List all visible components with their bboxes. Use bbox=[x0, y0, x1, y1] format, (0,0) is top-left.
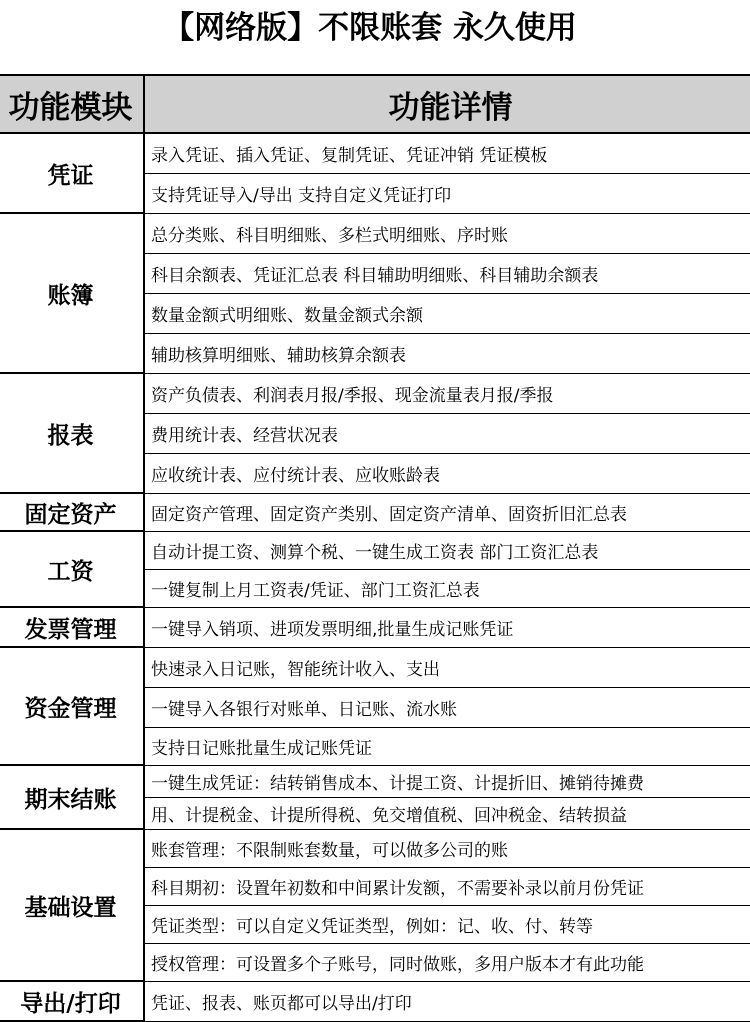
detail-text: 费用统计表、经营状况表 bbox=[151, 425, 338, 446]
detail-text: 辅助核算明细账、辅助核算余额表 bbox=[151, 345, 406, 366]
detail-cell bbox=[144, 133, 750, 173]
detail-text: 快速录入日记账，智能统计收入、支出 bbox=[151, 659, 440, 680]
table-row bbox=[0, 981, 750, 1021]
detail-text: 支持凭证导入/导出 支持自定义凭证打印 bbox=[151, 185, 452, 206]
table-row bbox=[0, 213, 750, 253]
header-module: 功能模块 bbox=[0, 75, 144, 133]
detail-text: 科目期初：设置年初数和中间累计发额，不需要补录以前月份凭证 bbox=[151, 878, 644, 899]
detail-cell bbox=[144, 453, 750, 493]
table-row bbox=[0, 133, 750, 173]
module-name-cell: 基础设置 bbox=[0, 829, 144, 981]
detail-cell bbox=[144, 765, 750, 797]
table-row bbox=[0, 373, 750, 413]
table-row bbox=[0, 531, 750, 569]
detail-text: 账套管理：不限制账套数量，可以做多公司的账 bbox=[151, 840, 508, 861]
detail-cell bbox=[144, 727, 750, 765]
table-header-row bbox=[0, 75, 750, 133]
detail-text: 自动计提工资、测算个税、一键生成工资表 部门工资汇总表 bbox=[151, 542, 599, 563]
detail-cell bbox=[144, 647, 750, 687]
feature-table bbox=[0, 74, 750, 1022]
detail-cell bbox=[144, 531, 750, 569]
detail-cell bbox=[144, 607, 750, 647]
detail-cell bbox=[144, 493, 750, 531]
detail-text: 一键导入销项、进项发票明细,批量生成记账凭证 bbox=[151, 619, 514, 640]
detail-cell bbox=[144, 413, 750, 453]
detail-cell bbox=[144, 829, 750, 867]
detail-text: 凭证类型：可以自定义凭证类型，例如：记、收、付、转等 bbox=[151, 916, 593, 937]
detail-cell bbox=[144, 905, 750, 943]
table-body bbox=[0, 133, 750, 1021]
detail-text: 用、计提税金、计提所得税、免交增值税、回冲税金、结转损益 bbox=[151, 805, 627, 826]
table-row bbox=[0, 829, 750, 867]
detail-cell bbox=[144, 373, 750, 413]
detail-text: 授权管理：可设置多个子账号，同时做账，多用户版本才有此功能 bbox=[151, 954, 644, 975]
detail-cell bbox=[144, 569, 750, 607]
module-name-cell: 发票管理 bbox=[0, 607, 144, 647]
module-name-cell: 账簿 bbox=[0, 213, 144, 373]
module-name-cell: 报表 bbox=[0, 373, 144, 493]
module-name-cell: 工资 bbox=[0, 531, 144, 607]
detail-text: 一键复制上月工资表/凭证、部门工资汇总表 bbox=[151, 580, 480, 601]
detail-text: 资产负债表、利润表月报/季报、现金流量表月报/季报 bbox=[151, 385, 554, 406]
module-name-cell: 期末结账 bbox=[0, 765, 144, 829]
detail-cell bbox=[144, 943, 750, 981]
module-name-cell: 导出/打印 bbox=[0, 981, 144, 1021]
detail-text: 总分类账、科目明细账、多栏式明细账、序时账 bbox=[151, 225, 508, 246]
detail-text: 凭证、报表、账页都可以导出/打印 bbox=[151, 993, 412, 1014]
detail-cell bbox=[144, 797, 750, 829]
detail-text: 固定资产管理、固定资产类别、固定资产清单、固资折旧汇总表 bbox=[151, 504, 627, 525]
module-name-cell: 固定资产 bbox=[0, 493, 144, 531]
title-spacer bbox=[0, 48, 750, 74]
table-row bbox=[0, 765, 750, 797]
header-details: 功能详情 bbox=[144, 75, 750, 133]
detail-text: 录入凭证、插入凭证、复制凭证、凭证冲销 凭证模板 bbox=[151, 145, 548, 166]
table-row bbox=[0, 493, 750, 531]
module-name-cell: 凭证 bbox=[0, 133, 144, 213]
table-row bbox=[0, 647, 750, 687]
detail-text: 一键导入各银行对账单、日记账、流水账 bbox=[151, 699, 457, 720]
detail-cell bbox=[144, 867, 750, 905]
detail-text: 数量金额式明细账、数量金额式余额 bbox=[151, 305, 423, 326]
detail-text: 应收统计表、应付统计表、应收账龄表 bbox=[151, 465, 440, 486]
detail-cell bbox=[144, 293, 750, 333]
module-name-cell: 资金管理 bbox=[0, 647, 144, 765]
detail-cell bbox=[144, 253, 750, 293]
detail-cell bbox=[144, 687, 750, 727]
detail-cell bbox=[144, 981, 750, 1021]
detail-cell bbox=[144, 333, 750, 373]
detail-cell bbox=[144, 213, 750, 253]
table-row bbox=[0, 607, 750, 647]
detail-cell bbox=[144, 173, 750, 213]
detail-text: 科目余额表、凭证汇总表 科目辅助明细账、科目辅助余额表 bbox=[151, 265, 599, 286]
detail-text: 一键生成凭证：结转销售成本、计提工资、计提折旧、摊销待摊费 bbox=[151, 773, 644, 794]
detail-text: 支持日记账批量生成记账凭证 bbox=[151, 738, 372, 759]
page-title: 【网络版】不限账套 永久使用 bbox=[163, 9, 577, 46]
